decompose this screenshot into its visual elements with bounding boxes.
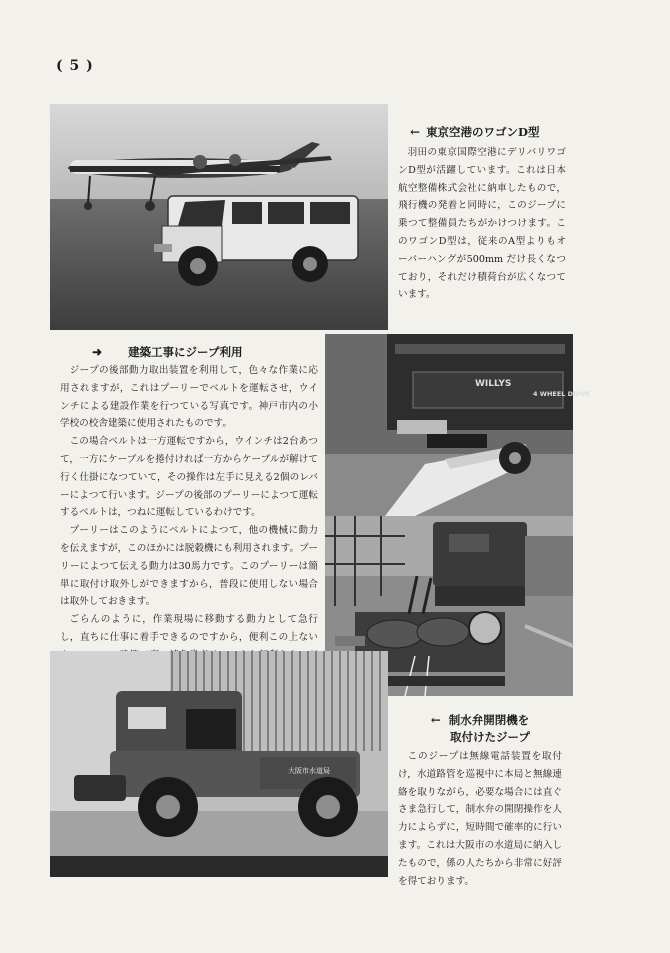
section1-paragraph: 羽田の東京国際空港にデリバリワゴンD型が活躍しています。これは日本航空整備株式会社に納車したもので，飛行機の発着と同時に，このジープに乗つて整備員たちがかけつけます。このワゴンD型は，従来のA型よりもオーバーハングが500mm だけ長くなつており，それだけ積荷台が広くなつています。 — [398, 147, 566, 301]
section2-paragraph-4: ごらんのように，作業現場に移動する動力として急行し，直ちに仕事に着手できるのですから，便利この上ない — [60, 614, 318, 643]
section2-paragraph-1: ジープの後部動力取出装置を利用して，色々な作業に応用されますが，これはプーリーでベルトを運転させ，ウインチによる建設作業を行つている写真です。神戸市内の小学校の校舎建築に使用されたものです。 — [60, 365, 318, 430]
photo-valve-opener-jeep — [50, 651, 388, 877]
section3-heading — [404, 712, 556, 746]
willys-badge: WILLYS — [475, 379, 512, 389]
section3-title-line2: 取付けたジープ — [450, 730, 530, 744]
photo-jeep-pulley-belt — [325, 334, 590, 516]
section2-title: 建築工事にジープ利用 — [128, 345, 243, 359]
arrow-right-icon: ➜ — [92, 345, 103, 359]
four-wheel-drive-badge: 4 WHEEL DRIVE — [533, 390, 590, 398]
section2-paragraph-3: プーリーはこのようにベルトによつて，他の機械に動力を伝えますが，このほかには脱穀機にも利用されます。プーリーによつて伝える動力は30馬力です。このプーリーは簡単に取付け取外しができますから，普段に使用しない場合は取外しておきます。 — [60, 525, 318, 608]
arrow-left-icon: ← — [430, 713, 441, 727]
section1-body — [398, 144, 566, 304]
section3-paragraph: このジープは無線電話装置を取付け，水道路管を巡視中に本局と無線連絡を取りながら，必要な場合には直ぐさま急行して，制水弁の開閉操作を人力によらずに，短時間で確率的に行います。これは大阪市の水道局に納入したもので，係の人たちから非常に好評を得ております。 — [398, 751, 562, 887]
section3-title-line1: 制水弁開閉機を — [448, 713, 530, 727]
section3-body — [398, 748, 562, 890]
section1-title: 東京空港のワゴンD型 — [426, 125, 540, 139]
truck-plate-label: 大阪市水道局 — [288, 767, 330, 775]
arrow-left-icon: ← — [410, 125, 421, 139]
section2-body — [60, 362, 318, 700]
section2-heading — [92, 344, 243, 360]
photo-airport-wagon — [50, 104, 388, 330]
section1-heading — [410, 124, 540, 140]
page-number: ( 5 ) — [56, 58, 94, 74]
section2-paragraph-2: この場合ベルトは一方運転ですから，ウインチは2台あつて，一方にケーブルを捲付ければ一方からケーブルが解けて行く仕掛になつていて，その操作は左手に見える2個のレバーによつて行います。ジープの後部のプーリーによつて運転するベルトは，つねに運転しているわけです。 — [60, 436, 318, 519]
